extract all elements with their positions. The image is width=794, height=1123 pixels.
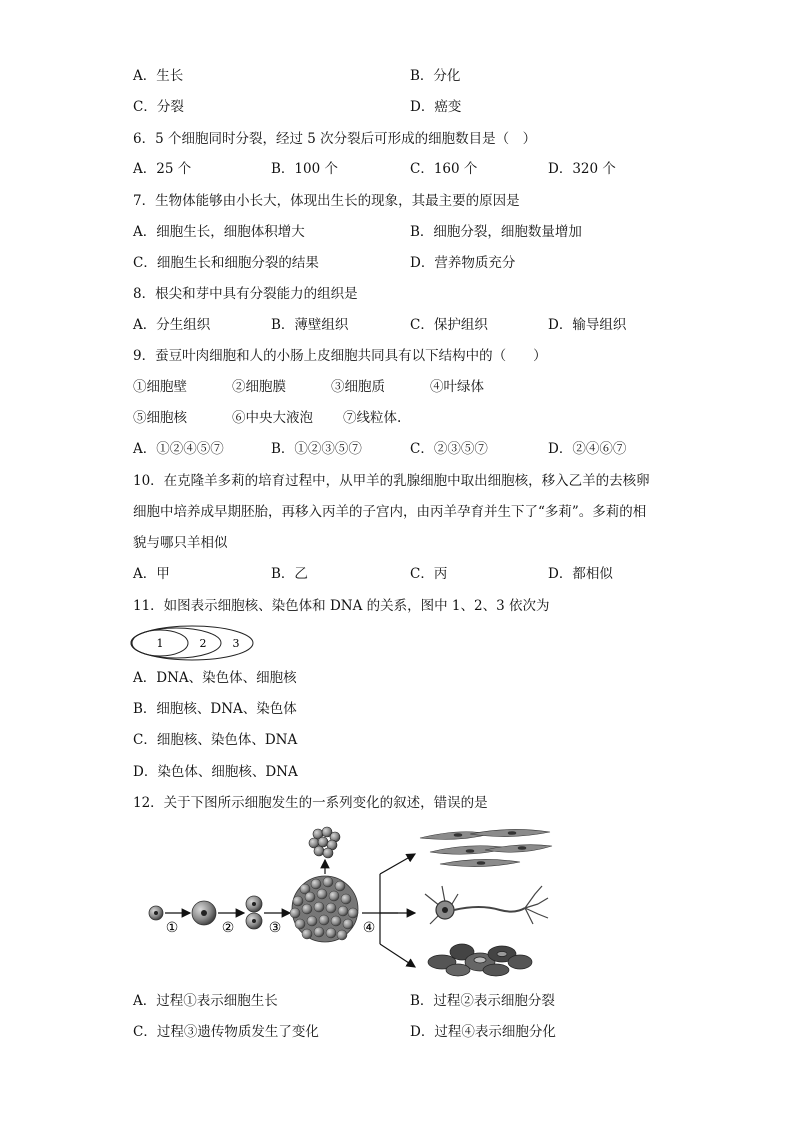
q8-option-d: D．输导组织 xyxy=(548,317,627,333)
grown-cell-icon xyxy=(192,901,216,925)
q11-stem: 11．如图表示细胞核、染色体和 DNA 的关系，图中 1、2、3 依次为 xyxy=(133,598,550,614)
q9-option-a: A．①②④⑤⑦ xyxy=(133,441,224,457)
q9-option-c: C．②③⑤⑦ xyxy=(410,441,488,457)
q9-stem: 9．蚕豆叶肉细胞和人的小肠上皮细胞共同具有以下结构中的（ ） xyxy=(133,348,547,364)
process-label-2: ② xyxy=(221,920,235,936)
q7-option-d: D．营养物质充分 xyxy=(410,255,516,271)
q10-option-c: C．丙 xyxy=(410,566,448,582)
q9-option-b: B．①②③⑤⑦ xyxy=(271,441,362,457)
q10-stem-line2: 细胞中培养成早期胚胎，再移入丙羊的子宫内，由丙羊孕育并生下了“多莉”。多莉的相 xyxy=(133,504,647,520)
single-cell-icon xyxy=(149,906,163,920)
q9-option-d: D．②④⑥⑦ xyxy=(548,441,627,457)
q7-option-a: A．细胞生长，细胞体积增大 xyxy=(133,224,305,240)
q9-item-5: ⑤细胞核 xyxy=(133,410,187,426)
q12-option-d: D．过程④表示细胞分化 xyxy=(410,1024,556,1040)
q10-stem-line3: 貌与哪只羊相似 xyxy=(133,535,228,551)
cell-development-diagram xyxy=(140,824,560,984)
process-label-4: ④ xyxy=(362,920,376,936)
q5-option-b: B．分化 xyxy=(410,68,461,84)
q6-option-b: B．100 个 xyxy=(271,161,338,177)
q12-option-b: B．过程②表示细胞分裂 xyxy=(410,993,555,1009)
q9-item-6: ⑥中央大液泡 xyxy=(232,410,313,426)
q11-option-d: D．染色体、细胞核、DNA xyxy=(133,764,298,780)
q12-stem: 12．关于下图所示细胞发生的一系列变化的叙述，错误的是 xyxy=(133,795,488,811)
q9-item-3: ③细胞质 xyxy=(331,379,385,395)
q10-option-b: B．乙 xyxy=(271,566,308,582)
q11-option-b: B．细胞核、DNA、染色体 xyxy=(133,701,297,717)
q11-option-c: C．细胞核、染色体、DNA xyxy=(133,732,298,748)
divided-cells-icon xyxy=(246,896,262,929)
q8-stem: 8．根尖和芽中具有分裂能力的组织是 xyxy=(133,286,358,302)
process-label-1: ① xyxy=(165,920,179,936)
q7-option-b: B．细胞分裂，细胞数量增加 xyxy=(410,224,582,240)
ellipse-label-2: 2 xyxy=(199,637,207,650)
q8-option-c: C．保护组织 xyxy=(410,317,488,333)
q10-option-d: D．都相似 xyxy=(548,566,613,582)
q6-stem: 6．5 个细胞同时分裂，经过 5 次分裂后可形成的细胞数目是（ ） xyxy=(133,131,537,147)
q9-item-7: ⑦线粒体. xyxy=(343,410,402,426)
q9-item-4: ④叶绿体 xyxy=(430,379,484,395)
q12-option-c: C．过程③遗传物质发生了变化 xyxy=(133,1024,319,1040)
ellipse-label-3: 3 xyxy=(232,637,240,650)
q8-option-a: A．分生组织 xyxy=(133,317,211,333)
q5-option-d: D．癌变 xyxy=(410,99,462,115)
muscle-cells-icon xyxy=(420,829,552,866)
cell-cluster-icon xyxy=(290,876,358,942)
q9-item-1: ①细胞壁 xyxy=(133,379,187,395)
ellipse-label-1: 1 xyxy=(156,637,164,650)
process-label-3: ③ xyxy=(268,920,282,936)
neuron-icon xyxy=(425,886,548,924)
q11-option-a: A．DNA、染色体、细胞核 xyxy=(133,670,297,686)
q6-option-d: D．320 个 xyxy=(548,161,616,177)
q10-option-a: A．甲 xyxy=(133,566,170,582)
q9-item-2: ②细胞膜 xyxy=(232,379,286,395)
q6-option-a: A．25 个 xyxy=(133,161,192,177)
q10-stem-line1: 10．在克隆羊多莉的培育过程中，从甲羊的乳腺细胞中取出细胞核，移入乙羊的去核卵 xyxy=(133,473,650,489)
q8-option-b: B．薄壁组织 xyxy=(271,317,349,333)
nested-ellipses-diagram xyxy=(130,624,258,662)
q5-option-c: C．分裂 xyxy=(133,99,184,115)
q6-option-c: C．160 个 xyxy=(410,161,478,177)
q12-option-a: A．过程①表示细胞生长 xyxy=(133,993,278,1009)
q7-stem: 7．生物体能够由小长大，体现出生长的现象，其最主要的原因是 xyxy=(133,193,520,209)
dividing-cluster-icon xyxy=(309,827,340,858)
q5-option-a: A．生长 xyxy=(133,68,184,84)
blood-cells-icon xyxy=(428,944,532,976)
q7-option-c: C．细胞生长和细胞分裂的结果 xyxy=(133,255,319,271)
